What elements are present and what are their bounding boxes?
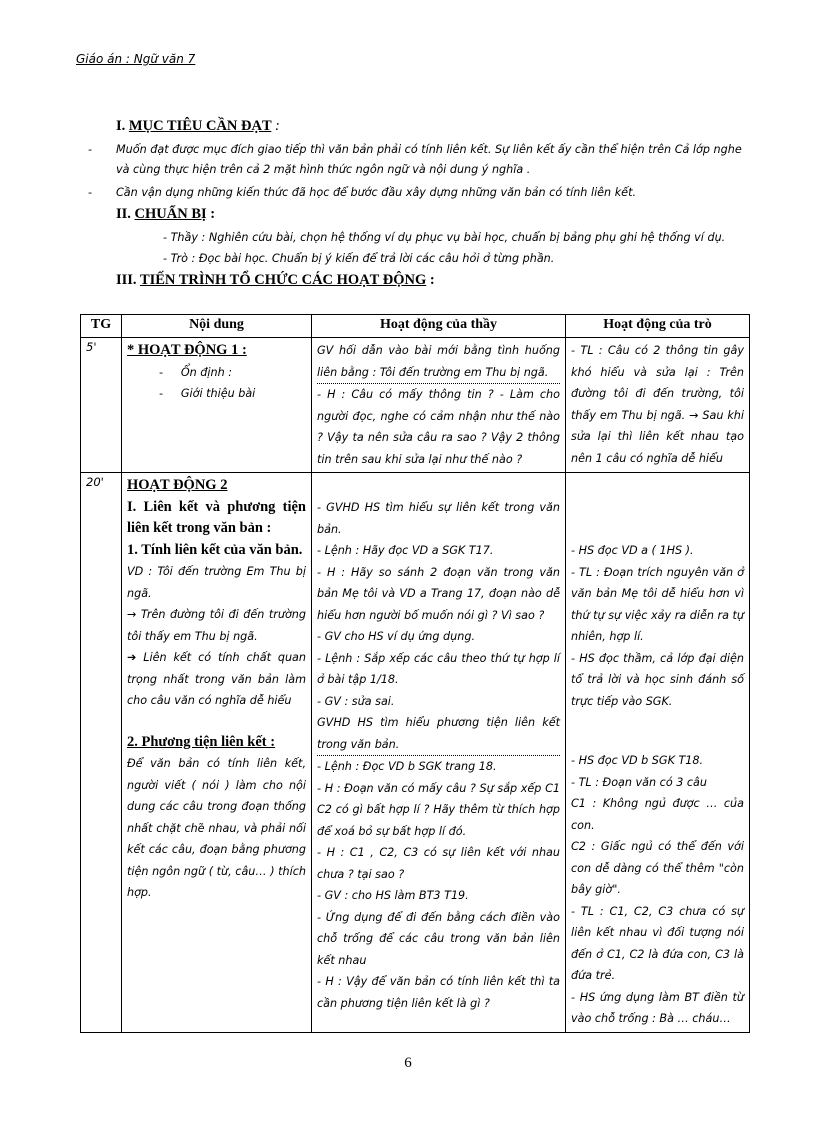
section-title: TIẾN TRÌNH TỔ CHỨC CÁC HOẠT ĐỘNG <box>139 272 427 288</box>
student-line: - HS đọc thầm, cả lớp đại diện tổ trả lời và học sinh đánh số trực tiếp vào SGK. <box>571 651 744 708</box>
section-3-heading <box>116 272 435 289</box>
content-subheading: 2. Phương tiện liên kết : <box>127 733 276 750</box>
time-cell: 20' <box>81 473 122 1033</box>
bullet-dash: - <box>88 186 93 199</box>
student-line: C2 : Giấc ngủ có thể đến với con dễ dàng có thể thêm "còn bây giờ". <box>571 840 744 896</box>
student-cell <box>566 473 750 1033</box>
content-subheading: I. Liên kết và phương tiện liên kết trong văn bản : <box>127 498 306 536</box>
table-row <box>81 338 750 473</box>
student-line: C1 : Không ngủ được … của con. <box>571 797 744 832</box>
student-line: - HS đọc VD a ( 1HS ). <box>571 544 694 557</box>
teacher-line: - H : Vậy để văn bản có tính liên kết thì ta cần phương tiện liên kết là gì ? <box>317 975 560 1010</box>
teacher-line: - H : Hãy so sánh 2 đoạn văn trong văn bản Mẹ tôi và VD a Trang 17, đoạn nào dễ hiểu hơn người bố muốn nói gì ? Vì sao ? <box>317 565 560 622</box>
student-line: - HS đọc VD b SGK T18. <box>571 754 704 767</box>
section-title: MỤC TIÊU CẦN ĐẠT <box>128 118 272 134</box>
content-text: ➔ Liên kết có tính chất quan trọng nhất trong văn bản làm cho câu văn có nghĩa dễ hiểu <box>127 651 306 707</box>
section-colon: : <box>210 206 216 222</box>
teacher-cell <box>312 473 566 1033</box>
table-row <box>81 473 750 1033</box>
objective-bullet <box>88 183 753 203</box>
section-number: II. <box>116 206 131 222</box>
activity-title: * HOẠT ĐỘNG 1 : <box>127 342 247 358</box>
bullet-dash: - <box>88 143 93 156</box>
prep-teacher: - Thầy : Nghiên cứu bài, chọn hệ thống ví dụ phục vụ bài học, chuẩn bị bảng phụ ghi hệ thống ví dụ. <box>163 231 726 244</box>
student-cell <box>566 338 750 473</box>
teacher-line: - Lệnh : Sắp xếp các câu theo thứ tự hợp lí ở bài tập 1/18. <box>317 651 560 686</box>
content-cell <box>122 338 312 473</box>
content-subheading: 1. Tính liên kết của văn bản. <box>127 541 303 558</box>
section-1-heading <box>116 118 280 135</box>
section-colon: : <box>429 272 435 288</box>
teacher-line: GVHD HS tìm hiểu phương tiện liên kết trong văn bản. <box>317 716 560 751</box>
teacher-line: - GVHD HS tìm hiểu sự liên kết trong văn bản. <box>317 501 560 536</box>
teacher-line: - GV cho HS ví dụ ứng dụng. <box>317 630 475 643</box>
bullet-text: Cần vận dụng những kiến thức đã học để bước đầu xây dựng những văn bản có tính liên kết. <box>116 186 637 199</box>
col-header-content: Nội dung <box>122 315 312 338</box>
page-number: 6 <box>404 1055 412 1071</box>
section-number: I. <box>116 118 126 134</box>
section-number: III. <box>116 272 137 288</box>
col-header-student: Hoạt động của trò <box>566 315 750 338</box>
activities-table <box>80 314 750 1033</box>
teacher-line: - H : Câu có mấy thông tin ? - Làm cho người đọc, nghe có cảm nhận như thế nào ? Vậy ta nên sửa câu ra sao ? Vậy 2 thông tin trên sau khi sửa lại như thế nào ? <box>317 383 560 470</box>
section-title: CHUẨN BỊ <box>134 206 207 222</box>
teacher-line: - H : C1 , C2, C3 có sự liên kết với nhau chưa ? tại sao ? <box>317 846 560 881</box>
content-item: - Giới thiệu bài <box>159 387 256 400</box>
objective-bullet <box>88 140 753 180</box>
content-text: Để văn bản có tính liên kết, người viết ( nói ) làm cho nội dung các câu trong đoạn thống nhất chặt chẽ nhau, và phải nối kết các câu, đoạn bằng phương tiện ngôn ngữ ( từ, câu… ) thích hợp. <box>127 757 306 899</box>
student-line: - TL : Câu có 2 thông tin gây khó hiểu và sửa lại : Trên đường tôi đi đến trường, tôi thấy em Thu bị ngã. → Sau khi sửa lại thì liên kết nhau tạo nên 1 câu có nghĩa dễ hiểu <box>571 344 744 465</box>
content-item: - Ổn định : <box>159 365 232 379</box>
student-line: - TL : Đoạn văn có 3 câu <box>571 775 708 789</box>
col-header-tg: TG <box>81 315 122 338</box>
teacher-line: - Lệnh : Đọc VD b SGK trang 18. <box>317 755 560 778</box>
teacher-line: - GV : sửa sai. <box>317 694 395 708</box>
prep-student: - Trò : Đọc bài học. Chuẩn bị ý kiến để trả lời các câu hỏi ở từng phần. <box>163 252 555 265</box>
teacher-line: - GV : cho HS làm BT3 T19. <box>317 889 469 902</box>
page-header: Giáo án : Ngữ văn 7 <box>76 52 196 66</box>
table-header-row <box>81 315 750 338</box>
teacher-line: - H : Đoạn văn có mấy câu ? Sự sắp xếp C1 C2 có gì bất hợp lí ? Hãy thêm từ thích hợp để xoá bỏ sự bất hợp lí đó. <box>317 781 560 838</box>
student-line: - HS ứng dụng làm BT điền từ vào chỗ trống : Bà … cháu… <box>571 990 744 1025</box>
section-colon: : <box>275 118 280 134</box>
teacher-line: - Lệnh : Hãy đọc VD a SGK T17. <box>317 544 494 557</box>
teacher-cell <box>312 338 566 473</box>
bullet-text: Muốn đạt được mục đích giao tiếp thì văn bản phải có tính liên kết. Sự liên kết ấy cần thể hiện trên Cả lớp nghe và cùng thực hiện trên cả 2 mặt hình thức ngôn ngữ và nội dung ý nghĩa . <box>116 143 742 176</box>
activity-title: HOẠT ĐỘNG 2 <box>127 477 228 493</box>
student-line: - TL : Đoạn trích nguyên văn ở văn bản Mẹ tôi dễ hiểu hơn vì thứ tự sự việc xảy ra diễn ra tự nhiên, hợp lí. <box>571 565 744 643</box>
time-cell: 5' <box>81 338 122 473</box>
col-header-teacher: Hoạt động của thầy <box>312 315 566 338</box>
teacher-line: - Ứng dụng để đi đến bằng cách điền vào chỗ trống để các câu trong văn bản liên kết nhau <box>317 910 560 967</box>
content-text: VD : Tôi đến trường Em Thu bị ngã. <box>127 565 306 600</box>
teacher-line: GV hối dẫn vào bài mới bằng tình huống liên bằng : Tôi đến trường em Thu bị ngã. <box>317 344 560 379</box>
content-cell <box>122 473 312 1033</box>
student-line: - TL : C1, C2, C3 chưa có sự liên kết nhau vì đối tượng nói đến ở C1, C2 là đứa con, C3 là đứa trẻ. <box>571 904 744 982</box>
section-2-heading <box>116 206 215 223</box>
content-text: → Trên đường tôi đi đến trường tôi thấy em Thu bị ngã. <box>127 608 306 643</box>
